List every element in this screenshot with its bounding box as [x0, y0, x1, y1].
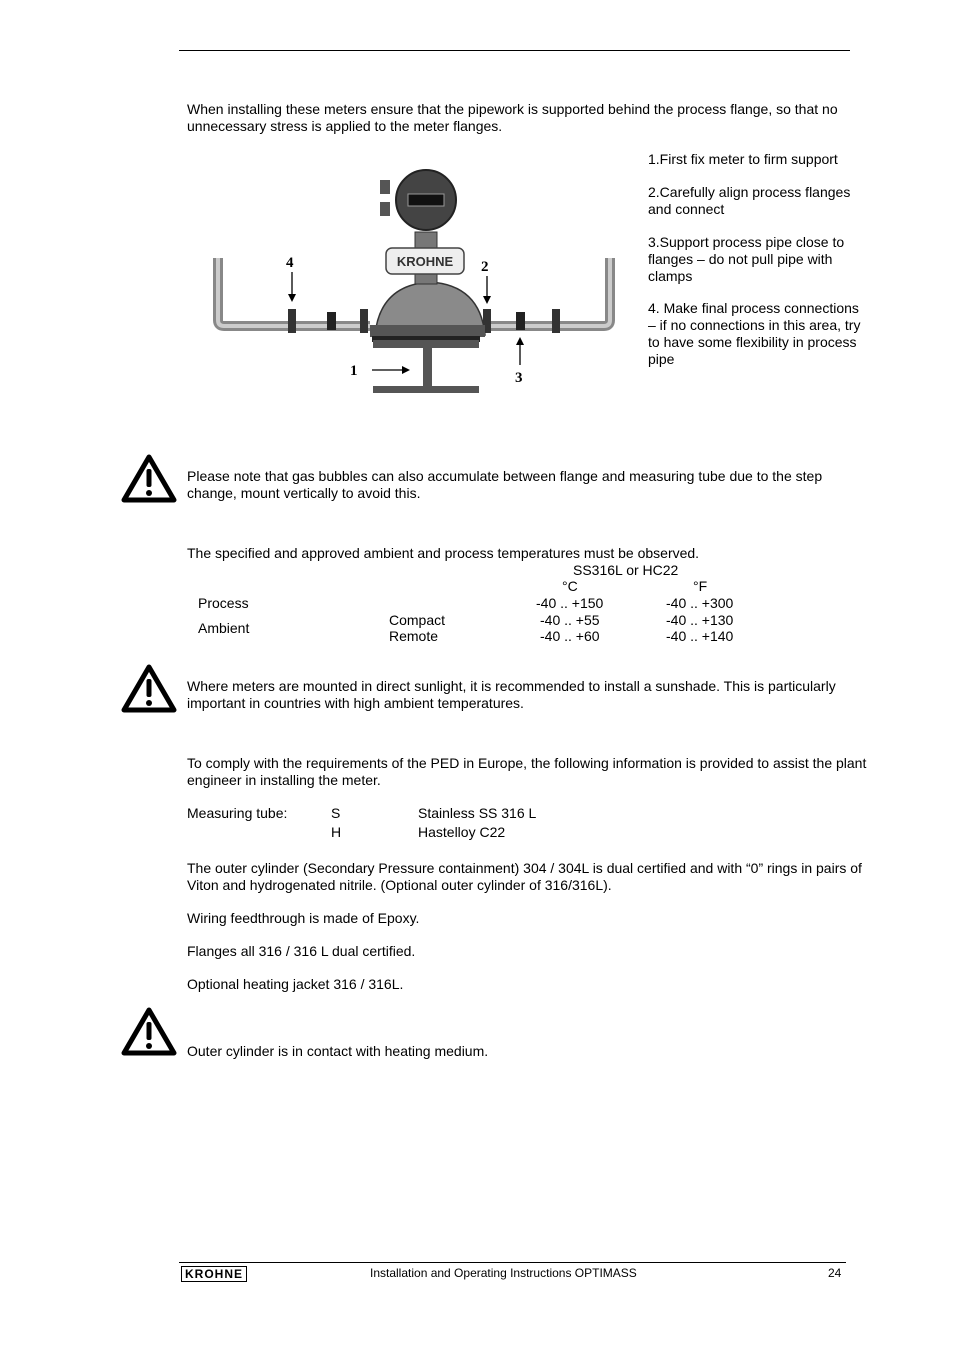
installation-diagram [200, 160, 640, 405]
header-rule [179, 50, 850, 51]
warning-icon [120, 663, 178, 715]
outer-cylinder-paragraph: The outer cylinder (Secondary Pressure containment) 304 / 304L is dual certified and with “0” rings in pairs of Viton and hydrogenated nitrile. (Optional outer cylinder of 316/316L). [187, 860, 862, 893]
footer-logo: KROHNE [181, 1266, 247, 1282]
tube-code-h: H [331, 824, 342, 840]
temp-process-f: -40 .. +300 [666, 595, 734, 611]
temp-unit-celsius: °C [562, 578, 578, 594]
temp-material-header: SS316L or HC22 [573, 562, 679, 578]
tube-code-s: S [331, 805, 341, 821]
temp-row-process-label: Process [198, 595, 249, 611]
callout-4: 4 [286, 255, 294, 271]
step-2: 2.Carefully align process flanges and connect [648, 184, 851, 217]
step-3: 3.Support process pipe close to flanges – do not pull pipe with clamps [648, 234, 845, 284]
flanges-paragraph: Flanges all 316 / 316 L dual certified. [187, 943, 416, 959]
warning-heating-medium: Outer cylinder is in contact with heating medium. [187, 1043, 489, 1059]
temp-remote-f: -40 .. +140 [666, 628, 734, 644]
intro-paragraph: When installing these meters ensure that the pipework is supported behind the process flange, so that no unnecessary stress is applied to the meter flanges. [187, 101, 838, 134]
temp-compact-f: -40 .. +130 [666, 612, 734, 628]
step-4: 4. Make final process connections – if no connections in this area, try to have some flexibility in process pipe [648, 300, 861, 367]
temp-row-ambient-label: Ambient [198, 620, 250, 636]
temp-remote-c: -40 .. +60 [540, 628, 600, 644]
temp-process-c: -40 .. +150 [536, 595, 604, 611]
temp-compact-c: -40 .. +55 [540, 612, 600, 628]
temp-ambient-compact-label: Compact [389, 612, 446, 628]
temp-unit-fahrenheit: °F [693, 578, 708, 594]
callout-1: 1 [350, 363, 358, 379]
step-1: 1.First fix meter to firm support [648, 151, 838, 167]
warning-gas-bubbles: Please note that gas bubbles can also accumulate between flange and measuring tube due to the step change, mount vertically to avoid this. [187, 468, 823, 501]
measuring-tube-label: Measuring tube: [187, 805, 288, 821]
temperature-intro: The specified and approved ambient and process temperatures must be observed. [187, 545, 700, 561]
callout-3: 3 [515, 370, 523, 386]
tube-material-h: Hastelloy C22 [418, 824, 506, 840]
callout-2: 2 [481, 259, 489, 275]
page-number: 24 [828, 1266, 842, 1280]
wiring-paragraph: Wiring feedthrough is made of Epoxy. [187, 910, 420, 926]
warning-icon [120, 1006, 178, 1058]
diagram-brand-label: KROHNE [396, 254, 454, 269]
tube-material-s: Stainless SS 316 L [418, 805, 537, 821]
footer-rule [179, 1262, 846, 1263]
footer-title: Installation and Operating Instructions OPTIMASS [370, 1266, 637, 1280]
warning-sunshade: Where meters are mounted in direct sunlight, it is recommended to install a sunshade. This is particularly important in countries with high ambient temperatures. [187, 678, 836, 711]
heating-paragraph: Optional heating jacket 316 / 316L. [187, 976, 404, 992]
ped-intro: To comply with the requirements of the PED in Europe, the following information is provided to assist the plant engineer in installing the meter. [187, 755, 867, 788]
temp-ambient-remote-label: Remote [389, 628, 439, 644]
warning-icon [120, 453, 178, 505]
